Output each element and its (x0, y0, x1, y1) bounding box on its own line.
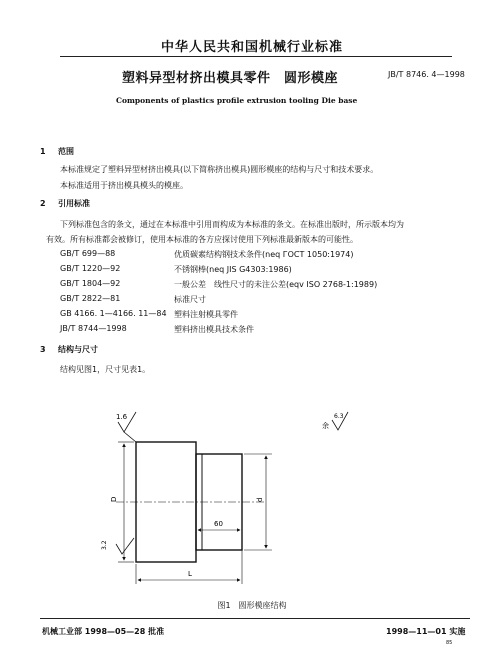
section-2-line-1: 下列标准包含的条文，通过在本标准中引用而构成为本标准的条文。在标准出版时，所示版本均为 (60, 220, 404, 229)
implementation-date: 1998—11—01 实施 (386, 627, 466, 636)
datum-mark (116, 538, 134, 554)
surface-finish-rest-value: 6.3 (334, 413, 344, 420)
dim-D-label: D (110, 496, 118, 502)
section-2-line-2: 有效。所有标准都会被修订，使用本标准的各方应探讨使用下列标准最新版本的可能性。 (46, 235, 358, 244)
ref-code-5: GB 4166. 1—4166. 11—84 (60, 309, 167, 318)
standard-number: JB/T 8746. 4—1998 (388, 70, 465, 79)
surface-finish-top-label: 1.6 (116, 413, 128, 421)
ref-title-5: 塑料注射模具零件 (174, 310, 238, 319)
dim-60-label: 60 (214, 520, 223, 528)
dim-L-label: L (188, 570, 192, 578)
ref-code-3: GB/T 1804—92 (60, 279, 121, 288)
page-number: 85 (446, 640, 453, 646)
section-1-title: 范围 (58, 147, 74, 156)
section-1-heading (40, 146, 74, 157)
datum-a-label: 3.2 (101, 540, 108, 550)
figure-caption: 图1 圆形模座结构 (217, 601, 287, 610)
section-3-number: 3 (40, 345, 46, 354)
footer-divider (40, 618, 470, 619)
die-base-drawing (96, 408, 416, 588)
approval-line: 机械工业部 1998—05—28 批准 (42, 627, 165, 636)
section-1-line-2: 本标准适用于挤出模具模头的模座。 (60, 181, 188, 190)
section-2-title: 引用标准 (58, 199, 90, 208)
document-title: 塑料异型材挤出模具零件 圆形模座 (122, 71, 339, 86)
ref-code-6: JB/T 8744—1998 (60, 324, 127, 333)
section-1-line-1: 本标准规定了塑料异型材挤出模具(以下简称挤出模具)圆形模座的结构与尺寸和技术要求。 (60, 165, 379, 174)
ref-title-2: 不锈钢棒(neq JIS G4303:1986) (174, 265, 292, 274)
dim-d-label: d (256, 497, 264, 502)
ref-title-6: 塑料挤出模具技术条件 (174, 325, 254, 334)
section-3-line-1: 结构见图1，尺寸见表1。 (60, 365, 151, 374)
section-3-title: 结构与尺寸 (58, 345, 98, 354)
dim-L-line (136, 552, 242, 584)
english-title: Components of plastics profile extrusion tooling Die base (116, 96, 358, 105)
dim-60-line (196, 530, 242, 552)
section-3-heading (40, 344, 98, 355)
ref-code-1: GB/T 699—88 (60, 249, 116, 258)
ref-title-3: 一般公差 线性尺寸的未注公差(eqv ISO 2768-1:1989) (174, 280, 378, 289)
ref-code-4: GB/T 2822—81 (60, 294, 121, 303)
section-2-heading (40, 198, 90, 209)
ref-title-1: 优质碳素结构钢技术条件(neq ГОСТ 1050:1974) (174, 250, 354, 259)
surface-finish-rest-label: 余 (322, 422, 329, 430)
standard-title: 中华人民共和国机械行业标准 (160, 40, 343, 55)
section-1-number: 1 (40, 147, 46, 156)
ref-title-4: 标准尺寸 (174, 295, 206, 304)
ref-code-2: GB/T 1220—92 (60, 264, 121, 273)
header-divider (60, 56, 452, 57)
section-2-number: 2 (40, 199, 46, 208)
